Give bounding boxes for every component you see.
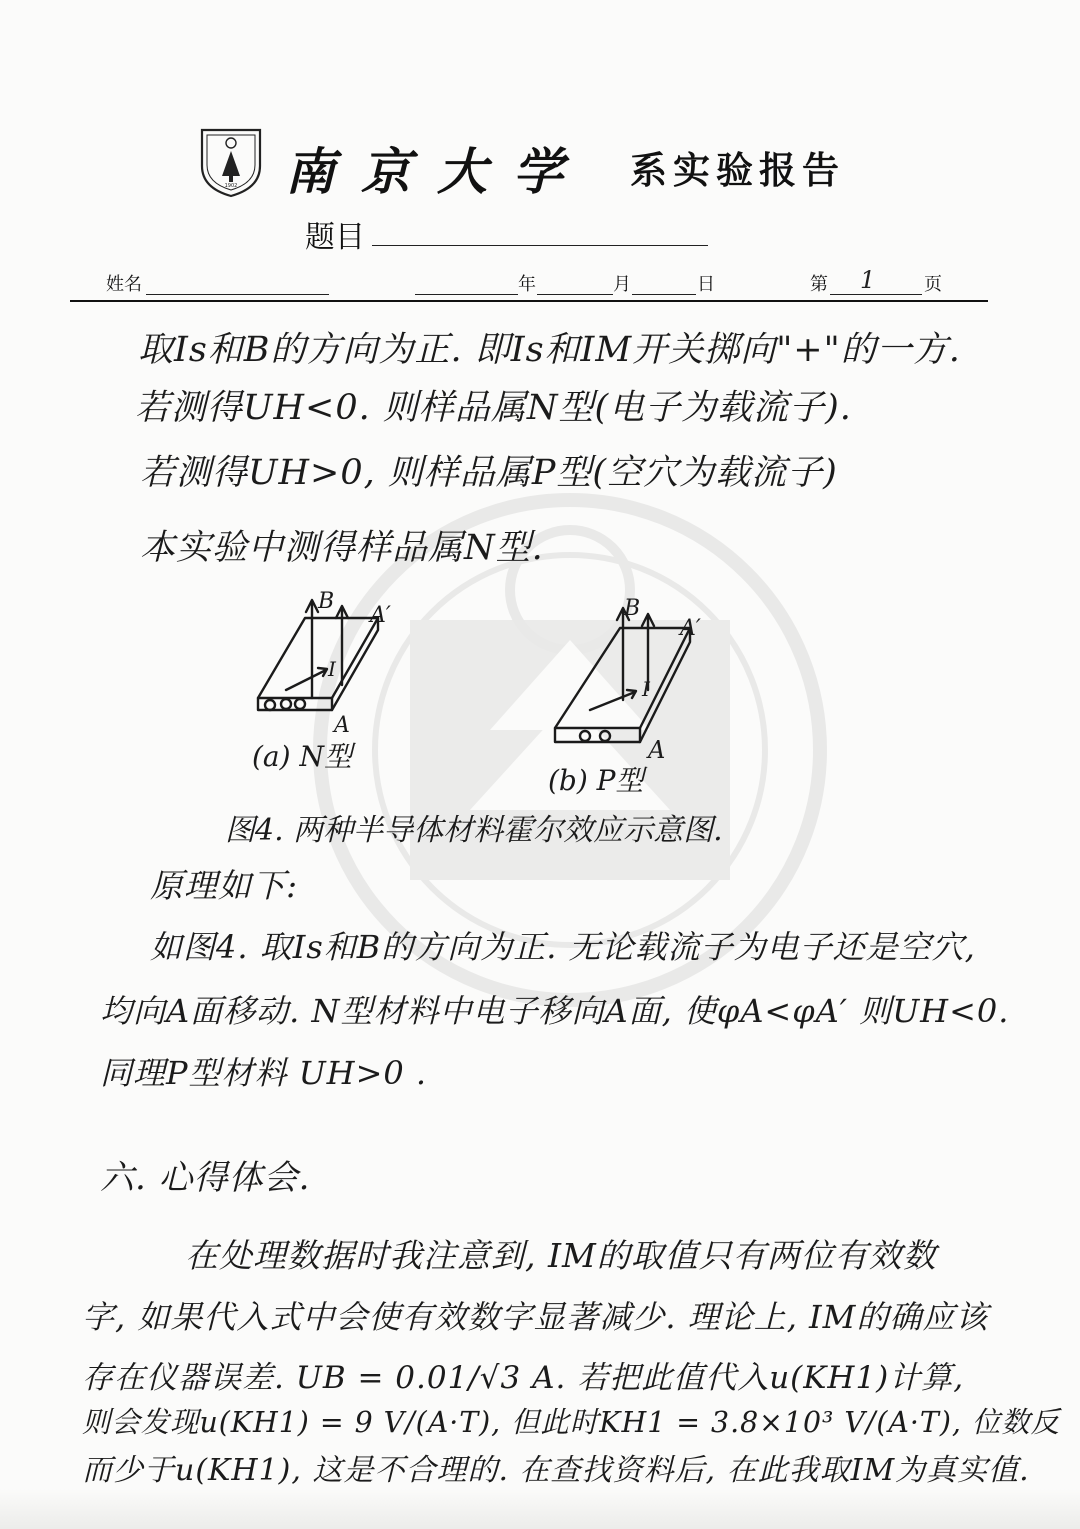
- reflection-line-5: 而少于u(KH1), 这是不合理的. 在查找资料后, 在此我取IM为真实值.: [82, 1453, 1030, 1488]
- page-field: [830, 294, 922, 295]
- figure-caption: 图4. 两种半导体材料霍尔效应示意图.: [225, 813, 723, 848]
- principle-title: 原理如下:: [150, 866, 299, 905]
- page-number: 1: [860, 266, 876, 294]
- label-a-left: A: [334, 713, 350, 738]
- header-rule: [70, 300, 988, 302]
- principle-line-1: 如图4. 取Is和B的方向为正. 无论载流子为电子还是空穴,: [150, 928, 976, 966]
- year-label: 年: [518, 274, 536, 295]
- nju-logo: [198, 126, 264, 198]
- label-a-right: A: [648, 736, 666, 764]
- year-field: [415, 294, 518, 295]
- label-a-prime-right: A′: [680, 616, 701, 641]
- month-label: 月: [613, 274, 631, 295]
- label-b-left: B: [318, 589, 335, 614]
- reflection-line-3: 存在仪器误差. UB = 0.01/√3 A. 若把此值代入u(KH1)计算,: [82, 1360, 965, 1396]
- topic-label: 题目: [305, 220, 365, 255]
- name-label: 姓名: [106, 274, 142, 295]
- caption-a: (a) N型: [252, 740, 352, 773]
- page-prefix: 第: [810, 274, 828, 295]
- topic-field: [372, 245, 708, 246]
- name-field: [146, 294, 329, 295]
- principle-line-3: 同理P型材料 UH>0 .: [100, 1054, 428, 1092]
- principle-line-2: 均向A面移动. N型材料中电子移向A面, 使φA<φA′ 则UH<0.: [100, 992, 1010, 1030]
- page-suffix: 页: [924, 274, 942, 295]
- month-field: [537, 294, 613, 295]
- label-i-left: I: [328, 657, 336, 681]
- caption-b: (b) P型: [548, 764, 644, 797]
- reflection-line-1: 在处理数据时我注意到, IM的取值只有两位有效数: [185, 1236, 937, 1275]
- body-line-4: 本实验中测得样品属N型.: [140, 528, 544, 568]
- university-name: 南京大学: [285, 142, 589, 201]
- hall-effect-diagram: [230, 580, 790, 810]
- section-title: 六. 心得体会.: [100, 1158, 311, 1198]
- body-line-3: 若测得UH>0, 则样品属P型(空穴为载流子): [140, 453, 838, 493]
- report-title: 系实验报告: [630, 148, 845, 192]
- label-a-prime-left: A′: [370, 603, 391, 628]
- label-b-right: B: [624, 596, 641, 621]
- body-line-1: 取Is和B的方向为正. 即Is和IM开关掷向"+"的一方.: [138, 330, 961, 370]
- svg-text:1902: 1902: [224, 183, 238, 189]
- day-label: 日: [697, 274, 715, 295]
- label-i-right: I: [642, 677, 650, 701]
- body-line-2: 若测得UH<0. 则样品属N型(电子为载流子).: [135, 388, 852, 428]
- reflection-line-4: 则会发现u(KH1) = 9 V/(A·T), 但此时KH1 = 3.8×10³ V/(A·T), 位数反: [82, 1405, 1061, 1439]
- day-field: [632, 294, 696, 295]
- reflection-line-2: 字, 如果代入式中会使有效数字显著减少. 理论上, IM的确应该: [82, 1298, 989, 1336]
